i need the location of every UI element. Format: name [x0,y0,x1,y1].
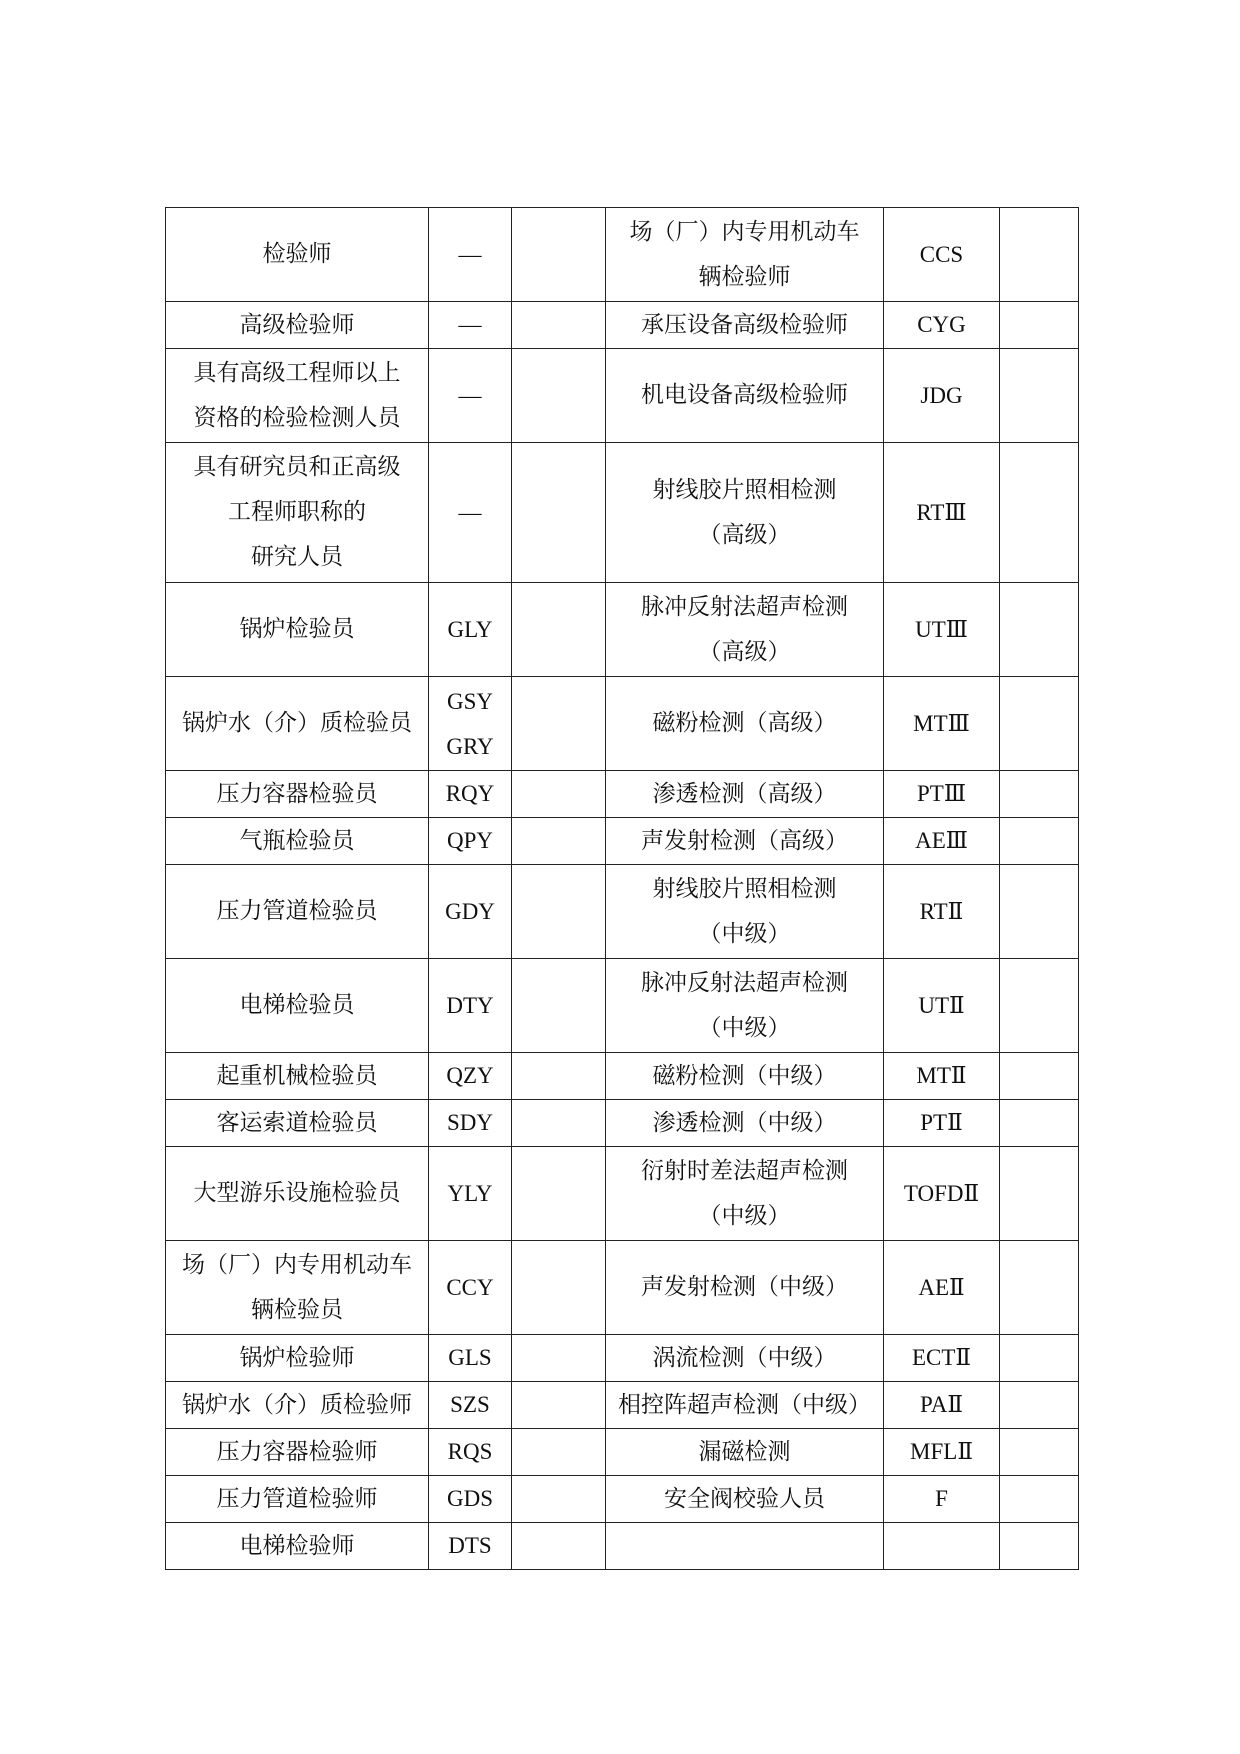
right-code-cell [884,1335,1000,1382]
left-title-line: 资格的检验检测人员 [193,404,401,431]
right-title-line: 承压设备高级检验师 [641,311,848,338]
right-title-line: 声发射检测（高级） [641,827,848,854]
right-title-line: 磁粉检测（高级） [652,710,837,736]
left-code-cell [429,1241,512,1335]
right-title-line: 渗透检测（中级） [652,1109,837,1136]
left-title: 气瓶检验员 [239,827,355,854]
left-code-cell [429,349,512,443]
right-code: MFLⅡ [910,1439,973,1464]
table-row [166,1335,1079,1382]
right-code-cell [884,1523,1000,1570]
table-row [166,349,1079,443]
right-code-cell [884,1429,1000,1476]
table-row [166,302,1079,349]
left-title-cell [166,1382,429,1429]
left-title: 锅炉检验师 [239,1344,355,1371]
blank-cell [1000,1523,1079,1570]
right-code-cell [884,443,1000,583]
right-code-cell [884,1476,1000,1523]
right-title-line: 安全阀校验人员 [664,1485,825,1512]
table-row [166,1147,1079,1241]
table-row [166,208,1079,302]
left-code-cell [429,302,512,349]
left-code-cell [429,1053,512,1100]
right-code: RTⅡ [919,898,964,924]
blank-cell [512,1100,606,1147]
left-code-cell [429,818,512,865]
right-title-line: （中级） [698,920,791,947]
left-title-cell [166,443,429,583]
right-title-line: 射线胶片照相检测 [652,875,837,902]
left-code: CCY [446,1274,494,1300]
left-code-cell [429,1382,512,1429]
right-code-cell [884,1147,1000,1241]
left-title-line: 锅炉水（介）质检验员 [182,710,412,736]
table-row [166,1429,1079,1476]
left-title: 锅炉检验员 [239,616,355,642]
right-title-cell [606,1382,884,1429]
right-title-cell [606,1476,884,1523]
left-code: DTS [448,1533,492,1558]
left-title-cell [166,959,429,1053]
blank-cell [1000,208,1079,302]
blank-cell [512,1335,606,1382]
right-code-cell [884,1053,1000,1100]
right-code: CYG [917,312,966,337]
left-title-line: 工程师职称的 [228,499,366,525]
left-code: QPY [446,828,493,853]
left-code: RQS [447,1439,493,1464]
right-code: F [935,1486,948,1511]
blank-cell [512,771,606,818]
right-title-cell [606,1523,884,1570]
right-title-cell [606,959,884,1053]
blank-cell [512,1053,606,1100]
left-title-line: 研究人员 [251,544,343,570]
right-title-cell [606,677,884,771]
left-title: 锅炉水（介）质检验师 [182,1391,412,1418]
left-title: 电梯检验员 [239,992,355,1018]
blank-cell [1000,1241,1079,1335]
left-code-line: GSY [446,688,493,714]
blank-cell [1000,677,1079,771]
left-code: — [458,241,482,267]
left-title-cell [166,302,429,349]
blank-cell [1000,771,1079,818]
left-title-cell [166,1241,429,1335]
right-code-cell [884,959,1000,1053]
right-title-line: 射线胶片照相检测 [652,476,837,503]
right-code: PAⅡ [920,1392,963,1417]
table-row [166,818,1079,865]
blank-cell [512,443,606,583]
table-row [166,865,1079,959]
left-code-cell [429,865,512,959]
blank-cell [1000,818,1079,865]
right-code: UTⅡ [918,992,965,1018]
left-code-cell [429,1476,512,1523]
table-row [166,1100,1079,1147]
right-title-cell [606,443,884,583]
right-code-cell [884,818,1000,865]
table-row [166,771,1079,818]
blank-cell [512,1476,606,1523]
left-title-cell [166,583,429,677]
left-code: — [458,382,482,408]
table-row [166,583,1079,677]
right-title-cell [606,818,884,865]
left-title: 客运索道检验员 [216,1109,378,1136]
right-code-cell [884,1241,1000,1335]
blank-cell [1000,1476,1079,1523]
right-title-cell [606,302,884,349]
right-code: MTⅢ [913,710,970,736]
right-title-line: 相控阵超声检测（中级） [618,1391,871,1418]
left-title-line: 辆检验员 [251,1296,343,1323]
blank-cell [1000,443,1079,583]
left-code-cell [429,1523,512,1570]
right-title-line: 涡流检测（中级） [652,1344,837,1371]
right-code: PTⅡ [920,1110,963,1135]
left-code: QZY [446,1063,494,1088]
right-title-line: 衍射时差法超声检测 [641,1157,848,1184]
blank-cell [1000,349,1079,443]
left-code: RQY [445,781,495,806]
right-title-line: 脉冲反射法超声检测 [641,969,848,996]
left-code-cell [429,208,512,302]
right-code: PTⅢ [916,781,967,806]
left-title-line: 高级检验师 [239,311,355,338]
blank-cell [1000,1147,1079,1241]
right-code-cell [884,1382,1000,1429]
blank-cell [1000,865,1079,959]
table-row [166,1476,1079,1523]
left-title-cell [166,349,429,443]
right-title-line: （中级） [698,1014,791,1041]
blank-cell [512,1147,606,1241]
right-code-cell [884,1100,1000,1147]
right-code-cell [884,302,1000,349]
left-title-cell [166,1523,429,1570]
left-code: GDY [445,898,495,924]
blank-cell [512,865,606,959]
left-code: GDS [446,1486,493,1511]
left-code-cell [429,443,512,583]
right-title-cell [606,208,884,302]
right-title-cell [606,1335,884,1382]
left-code-cell [429,1147,512,1241]
right-code: TOFDⅡ [903,1180,980,1206]
left-title-cell [166,1429,429,1476]
right-title-line: 辆检验师 [698,263,791,290]
left-code-cell [429,771,512,818]
left-code: DTY [446,992,494,1018]
right-title-line: 场（厂）内专用机动车 [629,218,860,245]
right-code-cell [884,771,1000,818]
right-title-line: （高级） [698,638,791,665]
left-code: YLY [447,1180,493,1206]
left-title-line: 检验师 [262,241,332,267]
right-code: UTⅢ [915,616,968,642]
left-title: 压力管道检验师 [216,1485,378,1512]
left-title-cell [166,1335,429,1382]
blank-cell [512,1241,606,1335]
blank-cell [512,302,606,349]
right-title-cell [606,771,884,818]
right-title-cell [606,1053,884,1100]
right-title-line: 漏磁检测 [698,1438,791,1465]
left-title-cell [166,677,429,771]
certification-table [165,207,1079,1570]
left-title-line: 具有高级工程师以上 [193,359,401,386]
left-title-cell [166,1100,429,1147]
blank-cell [1000,959,1079,1053]
right-title-line: （高级） [698,521,791,548]
left-title-cell [166,1053,429,1100]
left-code: SZS [450,1392,490,1417]
right-code: JDG [920,382,963,408]
blank-cell [1000,1429,1079,1476]
left-code: GLS [448,1345,492,1370]
blank-cell [1000,302,1079,349]
left-title-cell [166,818,429,865]
right-code-cell [884,349,1000,443]
left-title: 起重机械检验员 [216,1062,378,1089]
right-code: AEⅢ [915,828,968,853]
table-row [166,1053,1079,1100]
right-code-cell [884,865,1000,959]
left-title-cell [166,208,429,302]
blank-cell [1000,1100,1079,1147]
left-code: SDY [446,1110,493,1135]
left-code-cell [429,1100,512,1147]
left-title-cell [166,771,429,818]
right-title-line: 机电设备高级检验师 [641,382,848,408]
left-code: — [458,499,482,525]
blank-cell [512,1382,606,1429]
blank-cell [512,959,606,1053]
table-row [166,1523,1079,1570]
left-code-cell [429,677,512,771]
table-row [166,443,1079,583]
left-title: 大型游乐设施检验员 [193,1180,401,1206]
right-title-line: 声发射检测（中级） [641,1274,848,1300]
blank-cell [512,208,606,302]
blank-cell [512,1429,606,1476]
left-title: 压力容器检验师 [216,1438,378,1465]
left-code-cell [429,959,512,1053]
table-row [166,677,1079,771]
table-body [166,208,1079,1570]
left-title-cell [166,1147,429,1241]
right-title-line: 磁粉检测（中级） [652,1062,837,1089]
left-code-cell [429,583,512,677]
blank-cell [512,583,606,677]
blank-cell [1000,1382,1079,1429]
right-code-cell [884,677,1000,771]
right-code-cell [884,208,1000,302]
table-row [166,1382,1079,1429]
blank-cell [512,1523,606,1570]
table-row [166,959,1079,1053]
right-title-cell [606,1100,884,1147]
right-code: ECTⅡ [911,1345,972,1370]
right-code: CCS [919,241,964,267]
left-title-line: 具有研究员和正高级 [193,454,401,480]
right-title-cell [606,1429,884,1476]
blank-cell [512,349,606,443]
right-title-cell [606,1147,884,1241]
right-title-cell [606,583,884,677]
right-title-line: 脉冲反射法超声检测 [641,593,848,620]
blank-cell [512,677,606,771]
left-title-line: 场（厂）内专用机动车 [182,1251,412,1278]
right-code: AEⅡ [918,1274,965,1300]
right-code: MTⅡ [916,1063,967,1088]
left-title: 压力容器检验员 [216,780,378,807]
left-code-cell [429,1335,512,1382]
blank-cell [1000,1053,1079,1100]
left-title-cell [166,865,429,959]
right-title-cell [606,349,884,443]
left-title-cell [166,1476,429,1523]
left-code-line: GRY [446,733,494,759]
right-title-cell [606,865,884,959]
left-title: 电梯检验师 [239,1532,355,1559]
right-title-line: 渗透检测（高级） [652,780,837,807]
table-row [166,1241,1079,1335]
left-title: 压力管道检验员 [216,898,378,924]
left-code: GLY [447,616,493,642]
right-title-cell [606,1241,884,1335]
blank-cell [1000,583,1079,677]
right-title-line: （中级） [698,1202,791,1229]
left-code-cell [429,1429,512,1476]
blank-cell [512,818,606,865]
left-code: — [458,312,482,337]
right-code-cell [884,583,1000,677]
right-code: RTⅢ [916,499,967,525]
blank-cell [1000,1335,1079,1382]
